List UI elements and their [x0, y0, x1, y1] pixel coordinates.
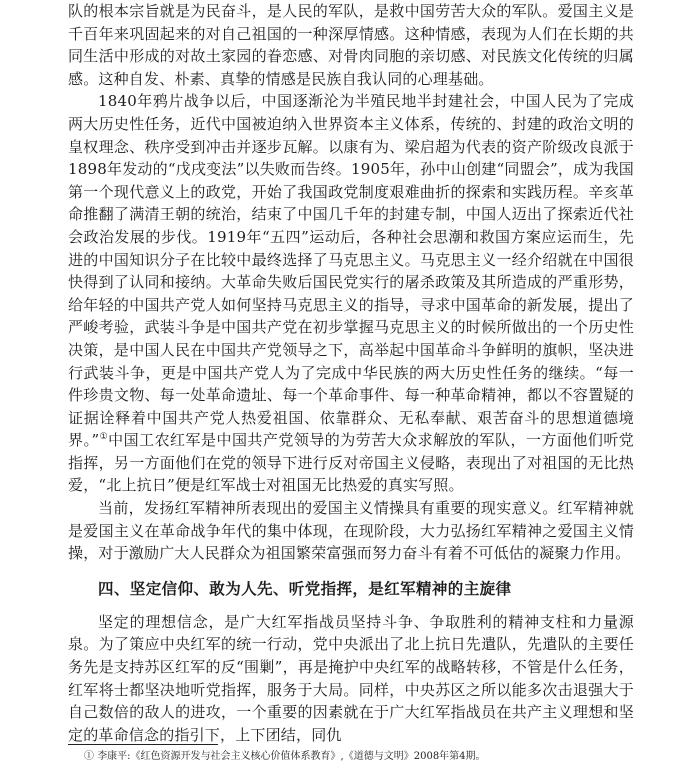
paragraph-2-text-b: 中国工农红军是中国共产党领导的为劳苦大众求解放的军队，一方面他们听党指挥，另一方面他们在党的领导下进行反对帝国主义侵略，表现出了对祖国的无比热爱，“北上抗日”便是红军战士对祖国无比热爱的真实写照。 [68, 431, 634, 495]
paragraph-2 [68, 90, 634, 497]
footnote-reference[interactable]: ① [99, 432, 109, 443]
footnote-marker: ① [84, 751, 94, 762]
section-heading: 四、坚定信仰、敢为人先、听党指挥，是红军精神的主旋律 [98, 579, 512, 598]
paragraph-2-text-a: 1840年鸦片战争以后，中国逐渐沦为半殖民地半封建社会，中国人民为了完成两大历史性任务，近代中国被迫纳入世界资本主义体系，传统的、封建的政治文明的皇权理念、秩序受到冲击并逐步瓦解。以康有为、梁启超为代表的资产阶级改良派于1898年发动的“戊戌变法”以失败而告终。1905年，孙中山创建“同盟会”，成为我国第一个现代意义上的政党，开始了我国政党制度艰难曲折的探索和实践历程。辛亥革命推翻了满清王朝的统治，结束了中国几千年的封建专制，中国人迈出了探索近代社会政治发展的步伐。1919年“五四”运动后，各种社会思潮和救国方案应运而生，先进的中国知识分子在比较中最终选择了马克思主义。马克思主义一经介绍就在中国很快得到了认同和接纳。大革命失败后国民党实行的屠杀政策及其所造成的严重形势，给年轻的中国共产党人如何坚持马克思主义的指导，寻求中国革命的新发展，提出了严峻考验，武装斗争是中国共产党在初步掌握马克思主义的时候所做出的一个历史性决策，是中国人民在中国共产党领导之下，高举起中国革命斗争鲜明的旗帜，坚决进行武装斗争，更是中国共产党人为了完成中华民族的两大历史性任务的继续。“每一件珍贵文物、每一处革命遗址、每一个革命事件、每一种革命精神，都以不容置疑的证据诠释着中国共产党人热爱祖国、依靠群众、无私奉献、艰苦奋斗的思想道德境界。” [68, 92, 634, 450]
page-body [68, 0, 634, 746]
footnote [84, 750, 486, 764]
paragraph-3: 当前，发扬红军精神所表现出的爱国主义情操具有重要的现实意义。红军精神就是爱国主义在革命战争年代的集中体现，在现阶段，大力弘扬红军精神之爱国主义情操，对于激励广大人民群众为祖国繁荣富强而努力奋斗有着不可低估的凝聚力作用。 [68, 499, 634, 563]
paragraph-1: 队的根本宗旨就是为民奋斗，是人民的军队，是救中国劳苦大众的军队。爱国主义是千百年来巩固起来的对自己祖国的一种深厚情感。这种情感，表现为人们在长期的共同生活中形成的对故土家园的眷恋感、对骨肉同胞的亲切感、对民族文化传统的归属感。这种自发、朴素、真挚的情感是民族自我认同的心理基础。 [68, 2, 634, 88]
paragraph-4: 坚定的理想信念，是广大红军指战员坚持斗争、争取胜利的精神支柱和力量源泉。为了策应中央红军的统一行动，党中央派出了北上抗日先遣队，先遣队的主要任务先是支持苏区红军的反“围剿”，再是掩护中央红军的战略转移，不管是什么任务，红军将士都坚决地听党指挥，服务于大局。同样，中央苏区之所以能多次击退强大于自己数倍的敌人的进攻，一个重要的因素就在于广大红军指战员在共产主义理想和坚定的革命信念的指引下，上下团结，同仇 [68, 612, 634, 744]
footnote-divider [68, 744, 218, 745]
footnote-text: 李康平:《红色资源开发与社会主义核心价值体系教育》,《道德与文明》2008年第4期。 [97, 751, 486, 762]
